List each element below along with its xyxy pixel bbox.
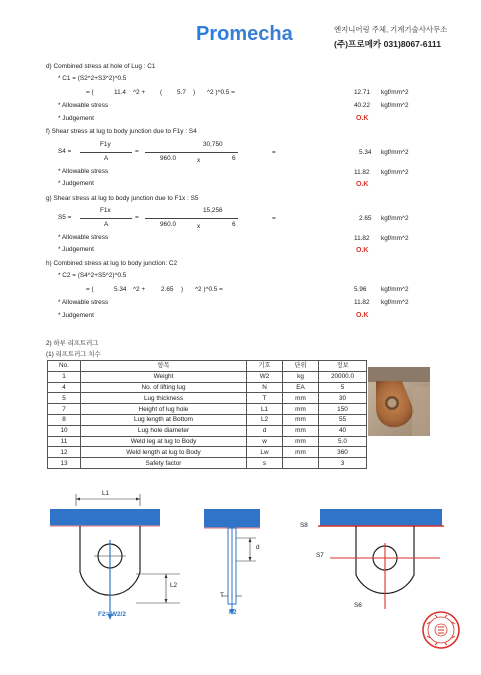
table-row (48, 404, 367, 415)
g-fraction-line-3 (230, 218, 238, 219)
table-header-row (48, 361, 367, 372)
cell: 3 (319, 458, 367, 469)
g-den-symbol: A (104, 221, 109, 228)
logo-mecha-text: mecha (229, 23, 293, 45)
cell: 4 (48, 382, 81, 393)
cell: Height of lug hole (81, 404, 247, 415)
lug-stress-section-diagram (318, 503, 448, 613)
cell: 12 (48, 447, 81, 458)
section-2-subtitle: (1) 리프트러그 치수 (46, 351, 101, 358)
h-allow-label: * Allowable stress (58, 299, 109, 306)
d-value-1: 11.4 (114, 89, 126, 96)
d-allow-value: 40.22 (354, 102, 370, 109)
h-allow-value: 11.82 (354, 299, 370, 306)
section-f-title: f) Shear stress at lug to body junction due to F1y : S4 (46, 128, 197, 135)
g-num-symbol: F1x (100, 207, 111, 214)
cell: Weight (81, 371, 247, 382)
cell: mm (283, 436, 319, 447)
logo-pro-text: Pro (196, 23, 230, 45)
f-den-a: 960.0 (160, 155, 176, 162)
f2-mid-label: F2 (229, 609, 237, 616)
cell: W2 (247, 371, 283, 382)
l2-label: L2 (170, 582, 178, 589)
s6-label: S6 (354, 602, 362, 609)
section-d-title: d) Combined stress at hole of Lug : C1 (46, 63, 156, 70)
cell: L1 (247, 404, 283, 415)
cell: mm (283, 414, 319, 425)
cell: Lug thickness (81, 393, 247, 404)
lug-dimension-table (47, 360, 367, 469)
header-unit: 단위 (283, 361, 319, 372)
d-allow-unit: kgf/mm^2 (381, 102, 409, 109)
section-2-title: 2) 하부 리프트러그 (46, 340, 99, 347)
g-fraction-line-1 (80, 218, 132, 219)
header-info: 정보 (319, 361, 367, 372)
cell: 5 (48, 393, 81, 404)
cell: T (247, 393, 283, 404)
f-num-symbol: F1y (100, 141, 111, 148)
h-result-unit: kgf/mm^2 (381, 286, 409, 293)
f-num-value: 30,750 (203, 141, 223, 148)
d-result: 12.71 (354, 89, 370, 96)
cell (283, 458, 319, 469)
g-num-value: 15,256 (203, 207, 223, 214)
table-row (48, 393, 367, 404)
f-judge-label: * Judgement (58, 180, 94, 187)
g-eq-2: = (272, 215, 276, 222)
cell: 5.0 (319, 436, 367, 447)
cell: N (247, 382, 283, 393)
f-result-unit: kgf/mm^2 (381, 149, 409, 156)
header-symbol: 기호 (247, 361, 283, 372)
section-g-title: g) Shear stress at lug to body junction due to F1x : S5 (46, 195, 199, 202)
cell: mm (283, 393, 319, 404)
h-value-1: 5.34 (114, 286, 127, 293)
header-no: No. (48, 361, 81, 372)
company-logo (196, 23, 293, 46)
l1-label: L1 (102, 490, 110, 497)
cell: 55 (319, 414, 367, 425)
cell: 10 (48, 425, 81, 436)
f-eq-2: = (272, 149, 276, 156)
d-close: ) (193, 89, 196, 96)
d-value-2: 5.7 (177, 89, 186, 96)
g-times: x (197, 223, 201, 230)
g-den-b: 6 (232, 221, 236, 228)
cell: 13 (48, 458, 81, 469)
cell: 150 (319, 404, 367, 415)
f-fraction-line-2 (145, 152, 235, 153)
table-row (48, 436, 367, 447)
cell: Weld leg at lug to Body (81, 436, 247, 447)
cell: L2 (247, 414, 283, 425)
section-h-title: h) Combined stress at lug to body junction: C2 (46, 260, 178, 267)
cell: 8 (48, 414, 81, 425)
f-allow-unit: kgf/mm^2 (381, 169, 409, 176)
f-eq: = (135, 148, 139, 155)
h-eq-prefix: = ( (86, 286, 94, 293)
d-op-1: ^2 + (133, 89, 146, 96)
d-result-unit: kgf/mm^2 (381, 89, 409, 96)
cell: No. of lifting lug (81, 382, 247, 393)
h-result: 5.96 (354, 286, 367, 293)
f-fraction-line-1 (80, 152, 132, 153)
cell: 11 (48, 436, 81, 447)
cell: 30 (319, 393, 367, 404)
cell: 5 (319, 382, 367, 393)
lifting-lug-photo (368, 367, 430, 436)
table-row (48, 447, 367, 458)
table-row (48, 371, 367, 382)
h-op-2: ^2 )^0.5 = (195, 286, 223, 293)
header-item: 항목 (81, 361, 247, 372)
company-seal-stamp (421, 610, 461, 650)
d-allow-label: * Allowable stress (58, 102, 109, 109)
f-fraction-line-3 (230, 152, 238, 153)
h-allow-unit: kgf/mm^2 (381, 299, 409, 306)
s7-label: S7 (316, 552, 324, 559)
cell: Safety factor (81, 458, 247, 469)
h-judge-label: * Judgement (58, 312, 94, 319)
header-company-desc: 엔지니어링 주체, 기계기술사사무소 (334, 25, 448, 34)
cell: Weld length at lug to Body (81, 447, 247, 458)
table-row (48, 458, 367, 469)
f-times: x (197, 157, 201, 164)
cell: 1 (48, 371, 81, 382)
g-den-a: 960.0 (160, 221, 176, 228)
cell: 360 (319, 447, 367, 458)
cell: d (247, 425, 283, 436)
s8-label: S8 (300, 522, 308, 529)
cell: 40 (319, 425, 367, 436)
h-value-2: 2.65 (161, 286, 174, 293)
cell: s (247, 458, 283, 469)
f-den-b: 6 (232, 155, 236, 162)
g-judge-label: * Judgement (58, 246, 94, 253)
cell: Lw (247, 447, 283, 458)
cell: mm (283, 404, 319, 415)
g-allow-value: 11.82 (354, 235, 370, 242)
f-judge-value: O.K (356, 181, 369, 188)
cell: EA (283, 382, 319, 393)
d-eq-prefix: = ( (86, 89, 94, 96)
header-company-phone: (주)프로메카 031)8067-6111 (334, 39, 441, 49)
f-allow-label: * Allowable stress (58, 168, 109, 175)
g-lhs: S5 = (58, 214, 72, 221)
f-lhs: S4 = (58, 148, 72, 155)
g-allow-label: * Allowable stress (58, 234, 109, 241)
d-op-2: ^2 )^0.5 = (207, 89, 235, 96)
h-op-1: ^2 + (133, 286, 146, 293)
table-row (48, 414, 367, 425)
cell: mm (283, 425, 319, 436)
t-dimension-label: T (220, 592, 224, 599)
f-den-symbol: A (104, 155, 109, 162)
g-judge-value: O.K (356, 247, 369, 254)
lug-side-view-diagram (200, 505, 280, 615)
f2-left-label: F2= W2/2 (98, 611, 126, 618)
cell: 7 (48, 404, 81, 415)
lug-front-view-diagram (40, 490, 180, 622)
f-allow-value: 11.82 (354, 169, 370, 176)
g-fraction-line-2 (145, 218, 235, 219)
d-paren: ( (160, 89, 163, 96)
cell: Lug hole diameter (81, 425, 247, 436)
d-dimension-label: d (256, 544, 260, 551)
h-judge-value: O.K (356, 312, 369, 319)
f-result: 5.34 (359, 149, 372, 156)
cell: kg (283, 371, 319, 382)
cell: w (247, 436, 283, 447)
g-eq: = (135, 214, 139, 221)
d-judge-value: O.K (356, 115, 369, 122)
h-close: ) (181, 286, 184, 293)
g-result-unit: kgf/mm^2 (381, 215, 409, 222)
cell: 20000.0 (319, 371, 367, 382)
section-h-formula: * C2 = (S4^2+S5^2)^0.5 (58, 272, 127, 279)
g-allow-unit: kgf/mm^2 (381, 235, 409, 242)
table-row (48, 425, 367, 436)
section-d-formula: * C1 = (S2^2+S3^2)^0.5 (58, 75, 127, 82)
table-row (48, 382, 367, 393)
d-judge-label: * Judgement (58, 115, 94, 122)
cell: mm (283, 447, 319, 458)
cell: Lug length at Bottom (81, 414, 247, 425)
g-result: 2.65 (359, 215, 372, 222)
